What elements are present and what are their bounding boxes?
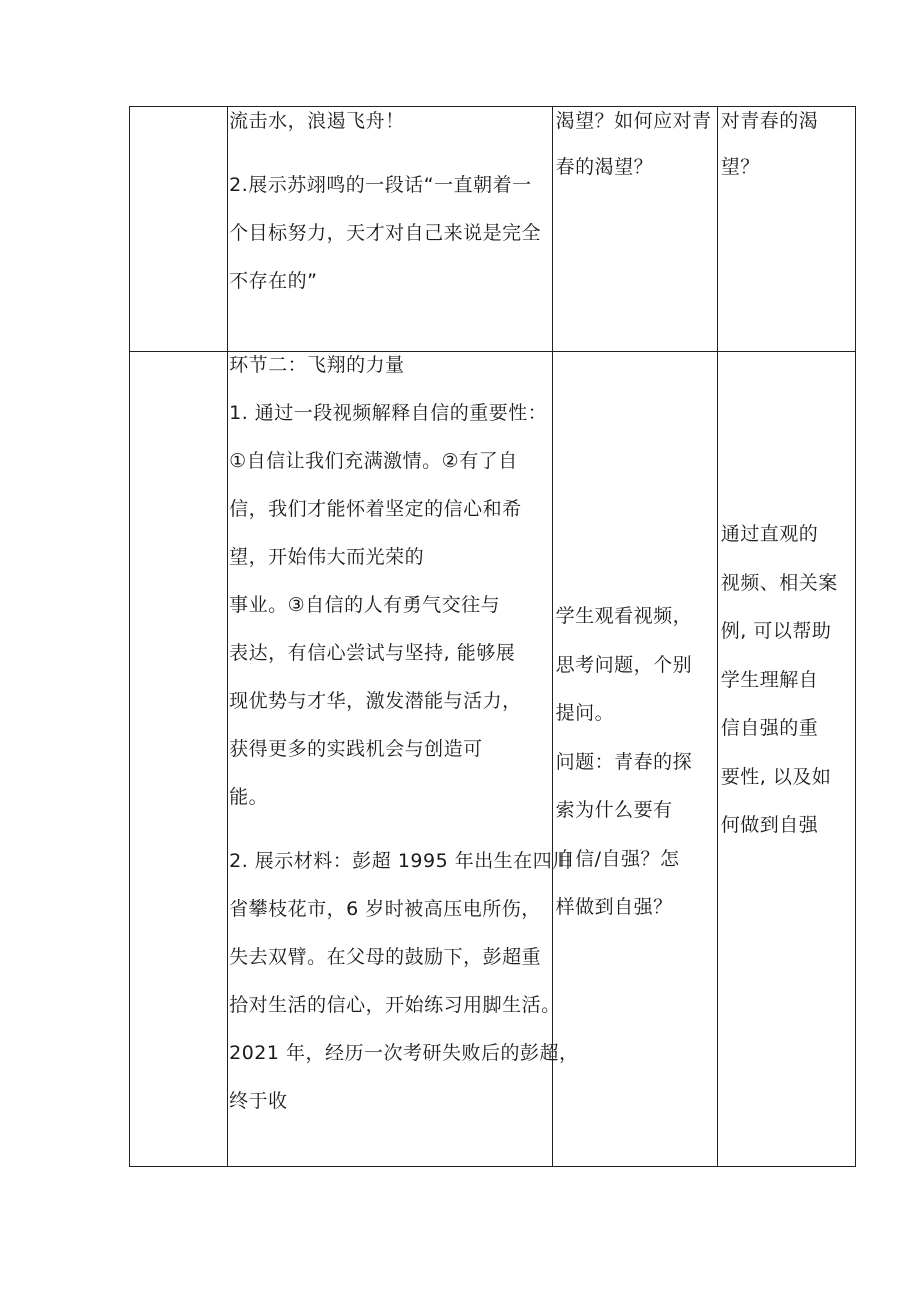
teaching-process-cell (228, 107, 552, 352)
text-line: 信自强的重 (720, 717, 819, 740)
table-row (130, 352, 856, 1167)
text-line: 终于收 (229, 1090, 288, 1112)
text-line: 要性, 以及如 (720, 765, 832, 788)
text-line: 自信/自强？怎 (555, 847, 680, 870)
text-line: 望，开始伟大而光荣的 (229, 546, 425, 568)
student-activity-cell (552, 107, 717, 352)
design-intent-text (718, 521, 855, 861)
text-line: 提问。 (555, 702, 615, 725)
text-line: 拾对生活的信心，开始练习用脚生活。 (229, 994, 561, 1016)
text-line: 通过直观的 (720, 523, 819, 546)
table-row (130, 107, 856, 352)
text-line: 1. 通过一段视频解释自信的重要性： (229, 402, 548, 424)
text-line: 例, 可以帮助 (720, 620, 832, 643)
text-line: 2. 展示材料：彭超 1995 年出生在四川 (229, 850, 572, 872)
text-line: 2.展示苏翊鸣的一段话“一直朝着一 (229, 174, 532, 196)
text-line: 省攀枝花市，6 岁时被高压电所伤， (229, 898, 541, 920)
text-line: 流击水，浪遏飞舟！ (229, 110, 405, 132)
text-line: 思考问题，个别 (555, 653, 693, 676)
text-line: 索为什么要有 (555, 799, 673, 822)
blank-cell (130, 107, 228, 352)
text-line: 样做到自强？ (555, 896, 673, 919)
text-line: 失去双臂。在父母的鼓励下，彭超重 (229, 946, 542, 968)
design-intent-cell (717, 107, 855, 352)
teaching-process-cell (228, 352, 579, 1167)
text-line: 学生理解自 (720, 668, 819, 691)
text-line: 个目标努力，天才对自己来说是完全 (229, 222, 542, 244)
text-line: 望？ (720, 156, 760, 178)
text-line: 2021 年，经历一次考研失败后的彭超， (229, 1042, 579, 1064)
student-activity-text (553, 575, 717, 943)
text-line: 春的渴望？ (555, 156, 654, 178)
blank-cell (130, 352, 228, 1167)
text-line: 事业。③自信的人有勇气交往与 (229, 594, 501, 616)
section-heading: 环节二：飞翔的力量 (229, 354, 405, 376)
text-line: 现优势与才华，激发潜能与活力， (229, 690, 522, 712)
text-line: ①自信让我们充满激情。②有了自 (229, 450, 518, 472)
text-line: 问题：青春的探 (555, 750, 693, 773)
text-line: 表达，有信心尝试与坚持, 能够展 (229, 642, 516, 664)
text-line: 学生观看视频， (555, 605, 693, 628)
text-line: 何做到自强 (720, 814, 819, 837)
lesson-plan-table (129, 106, 856, 1167)
spacer-line (228, 155, 551, 171)
text-line: 对青春的渴 (720, 110, 819, 132)
design-intent-cell (717, 352, 855, 1167)
spacer-line (228, 832, 551, 848)
text-line: 获得更多的实践机会与创造可 (229, 738, 483, 760)
text-line: 能。 (229, 786, 269, 808)
text-line: 渴望？如何应对青 (555, 110, 712, 132)
text-line: 不存在的” (229, 270, 318, 292)
text-line: 视频、相关案 (720, 571, 838, 594)
text-line: 信，我们才能怀着坚定的信心和希 (229, 498, 522, 520)
